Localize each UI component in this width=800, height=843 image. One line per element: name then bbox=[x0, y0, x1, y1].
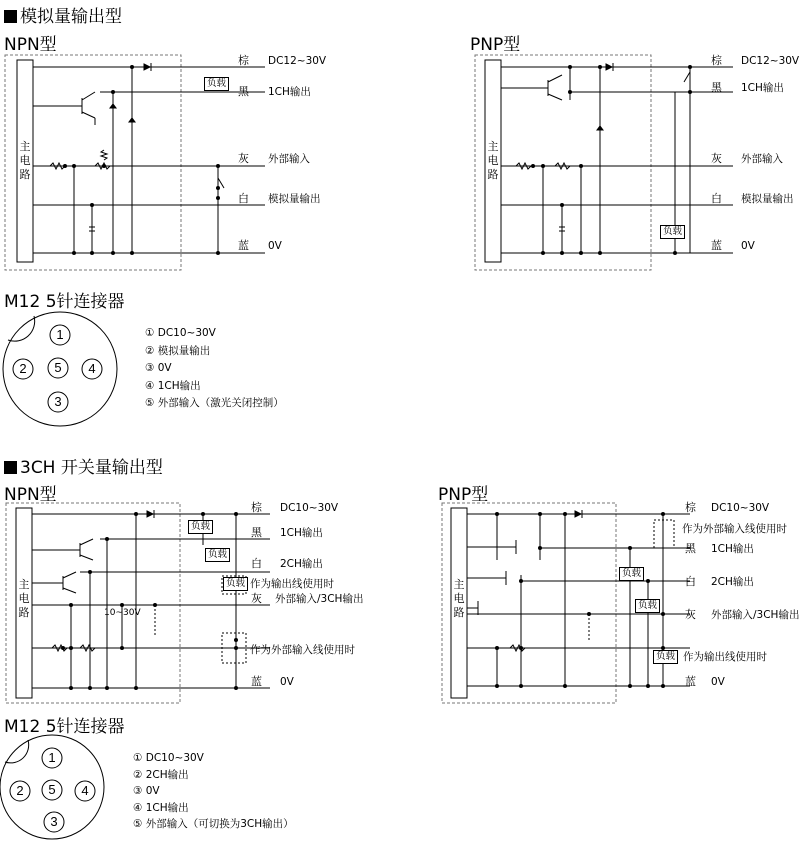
main-circuit-label: 主 电 路 bbox=[19, 140, 31, 181]
note-as-input: 作为外部输入线使用时 bbox=[682, 523, 787, 535]
wire-color-blue: 蓝 bbox=[238, 239, 249, 252]
square-bullet-icon bbox=[4, 10, 17, 23]
pin-list-item: ② 2CH输出 bbox=[133, 768, 189, 781]
wire-label: 外部输入/3CH输出 bbox=[711, 609, 800, 621]
pin-number: 4 bbox=[88, 361, 96, 376]
pin-number: 2 bbox=[16, 783, 24, 798]
pin-list-item: ① DC10~30V bbox=[133, 752, 204, 764]
pin-number: 1 bbox=[56, 327, 64, 342]
pin-list-item: ③ 0V bbox=[145, 362, 172, 374]
pin-number: 1 bbox=[48, 750, 56, 765]
wire-label: 0V bbox=[741, 240, 755, 252]
wire-label: 0V bbox=[711, 676, 725, 688]
pin-list-item: ③ 0V bbox=[133, 785, 160, 797]
wire-label: 1CH输出 bbox=[280, 527, 323, 539]
analog-pnp-schematic bbox=[475, 55, 733, 270]
wire-color-grey: 灰 bbox=[711, 152, 722, 165]
wire-label: 1CH输出 bbox=[268, 86, 311, 98]
wire-label: 2CH输出 bbox=[711, 576, 754, 588]
voltage-note: 10~30V bbox=[104, 608, 141, 618]
switching-pin-list bbox=[133, 750, 294, 833]
wire-label: 外部输入 bbox=[741, 153, 783, 165]
section-heading-switching: 3CH 开关量输出型 bbox=[4, 453, 163, 478]
load-box: 负载 bbox=[619, 567, 644, 581]
note-as-input: 作为外部输入线使用时 bbox=[250, 644, 355, 656]
wire-label: 0V bbox=[268, 240, 282, 252]
pin-number: 3 bbox=[54, 394, 62, 409]
wire-label: 0V bbox=[280, 676, 294, 688]
pin-number: 4 bbox=[81, 783, 89, 798]
wire-color-black: 黑 bbox=[685, 542, 696, 555]
pin-list-item: ⑤ 外部输入（可切换为3CH输出） bbox=[133, 818, 294, 830]
wire-label: 1CH输出 bbox=[741, 82, 784, 94]
pin-number: 5 bbox=[54, 360, 62, 375]
wire-color-blue: 蓝 bbox=[685, 675, 696, 688]
wire-label: DC10~30V bbox=[280, 502, 339, 514]
wire-color-brown: 棕 bbox=[685, 501, 696, 514]
pin-number: 2 bbox=[19, 361, 27, 376]
pin-list-item: ④ 1CH输出 bbox=[145, 379, 201, 392]
wire-color-blue: 蓝 bbox=[711, 239, 722, 252]
wire-color-black: 黑 bbox=[238, 85, 249, 98]
wire-color-white: 白 bbox=[711, 192, 722, 205]
pin-list-item: ④ 1CH输出 bbox=[133, 801, 189, 814]
wire-color-white: 白 bbox=[238, 192, 249, 205]
wire-label: 外部输入 bbox=[268, 153, 310, 165]
pin-number: 5 bbox=[48, 782, 56, 797]
section-heading-analog: 模拟量输出型 bbox=[4, 2, 122, 27]
wire-color-black: 黑 bbox=[251, 526, 262, 539]
wire-color-grey: 灰 bbox=[685, 608, 696, 621]
main-circuit-label: 主 电 路 bbox=[18, 578, 30, 619]
wire-label: 2CH输出 bbox=[280, 558, 323, 570]
note-as-output: 作为输出线使用时 bbox=[250, 578, 334, 590]
wire-color-white: 白 bbox=[685, 575, 696, 588]
wire-color-black: 黑 bbox=[711, 81, 722, 94]
wire-label: DC12~30V bbox=[268, 55, 327, 67]
main-circuit-label: 主 电 路 bbox=[453, 578, 465, 619]
load-box: 负载 bbox=[205, 548, 230, 562]
wire-label: 外部输入/3CH输出 bbox=[275, 593, 364, 605]
note-as-output: 作为输出线使用时 bbox=[683, 651, 767, 663]
wire-label: 1CH输出 bbox=[711, 543, 754, 555]
wire-color-blue: 蓝 bbox=[251, 675, 262, 688]
wire-color-grey: 灰 bbox=[251, 592, 262, 605]
wire-color-grey: 灰 bbox=[238, 152, 249, 165]
wire-label: 模拟量输出 bbox=[741, 193, 794, 205]
load-box: 负载 bbox=[653, 650, 678, 664]
analog-m12-title: M12 5针连接器 bbox=[4, 292, 125, 312]
load-box: 负载 bbox=[635, 599, 660, 613]
pin-list-item: ① DC10~30V bbox=[145, 327, 216, 339]
pin-list-item: ② 模拟量输出 bbox=[145, 344, 211, 357]
pin-number: 3 bbox=[50, 814, 58, 829]
analog-pnp-title: PNP型 bbox=[470, 35, 521, 55]
switching-npn-schematic bbox=[6, 503, 270, 703]
switching-npn-title: NPN型 bbox=[4, 485, 57, 505]
main-circuit-label: 主 电 路 bbox=[487, 140, 499, 181]
wire-label: DC12~30V bbox=[741, 55, 800, 67]
wire-color-brown: 棕 bbox=[251, 501, 262, 514]
wire-label: 模拟量输出 bbox=[268, 193, 321, 205]
wire-label: DC10~30V bbox=[711, 502, 770, 514]
load-box: 负载 bbox=[204, 77, 229, 91]
wire-color-brown: 棕 bbox=[238, 54, 249, 67]
load-box: 负载 bbox=[660, 225, 685, 239]
pin-list-item: ⑤ 外部输入（激光关闭控制） bbox=[145, 397, 284, 409]
switching-pnp-title: PNP型 bbox=[438, 485, 489, 505]
wire-color-white: 白 bbox=[251, 557, 262, 570]
analog-pin-list bbox=[145, 325, 284, 413]
load-box: 负载 bbox=[223, 577, 248, 591]
wire-color-brown: 棕 bbox=[711, 54, 722, 67]
switching-m12-title: M12 5针连接器 bbox=[4, 717, 125, 737]
load-box: 负载 bbox=[188, 520, 213, 534]
square-bullet-icon bbox=[4, 461, 17, 474]
analog-npn-title: NPN型 bbox=[4, 35, 57, 55]
